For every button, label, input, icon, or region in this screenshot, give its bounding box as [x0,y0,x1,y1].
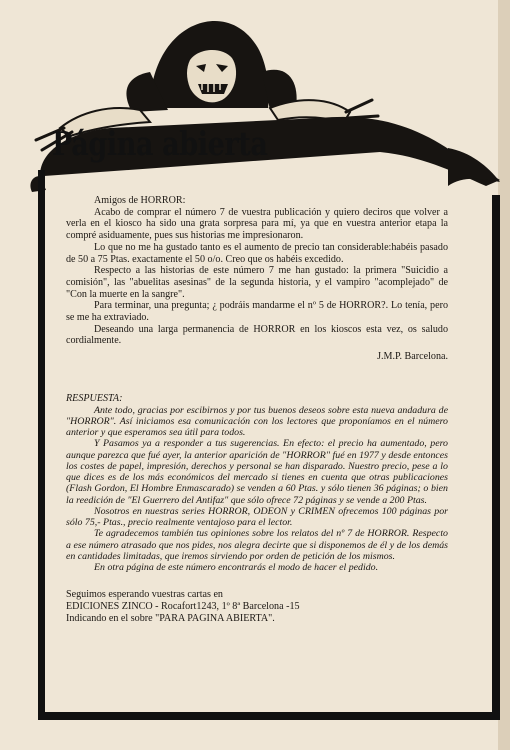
reply-paragraph: Nosotros en nuestras series HORROR, ODEON y CRIMEN ofrecemos 100 páginas por sólo 75,- Ptas., precio realmente ventajoso para el lector. [66,505,448,529]
letter-paragraph: Acabo de comprar el número 7 de vuestra publicación y quiero deciros que volver a verla en el kiosco ha sido una grata sorpresa para mí, ya que en vuestra anterior etapa la compré asiduamente, pues sus historias me impresionaron. [66,206,448,242]
footer-line: EDICIONES ZINCO - Rocafort1243, 1º 8ª Barcelona -15 [66,601,300,612]
frame-right [492,195,500,718]
footer-address [66,589,448,624]
reply-body [66,405,448,574]
reply-paragraph: Te agradecemos también tus opiniones sobre los relatos del nº 7 de HORROR. Respecto a ese número atrasado que nos pides, nos alegra decirte que si disponemos de él y de los demás en cantidades limitadas, que iremos sirviendo por orden de petición de los mismos. [66,528,448,562]
hooded-figure-illustration [0,0,510,210]
letter-greeting: Amigos de HORROR: [94,195,186,206]
letter-paragraph: Deseando una larga permanencia de HORROR en los kioscos esta vez, os saludo cordialmente. [66,323,448,347]
frame-bottom [38,712,500,720]
letter-content [66,195,448,624]
reply-label: RESPUESTA: [66,392,123,404]
reply-paragraph: Y Pasamos ya a responder a tus sugerencias. En efecto: el precio ha aumentado, pero aunque parezca que fué ayer, la anterior aparición de "HORROR" fué en 1977 y desde entonces los costes de papel, impresión, derechos y personal se han disparado. Nuestro precio, pese a lo que dices es de los más económicos del mercado si tienes en cuenta que otras publicaciones (Flash Gordon, El Hombre Enmascarado) se venden a 60 Ptas. y sólo tienen 36 páginas; o bien la reedición de "El Guerrero del Antifaz" que sólo ofrece 72 páginas y se vende a 200 Ptas. [66,438,448,506]
footer-line: Seguimos esperando vuestras cartas en [66,589,223,601]
letter-paragraph: Para terminar, una pregunta; ¿ podráis mandarme el nº 5 de HORROR?. Lo tenía, pero se me ha extraviado. [66,300,448,324]
page-title: Página abierta [52,124,268,163]
letter-paragraph: Respecto a las historias de este número 7 me han gustado: la primera "Suicidio a comisión", las "abuelitas asesinas" de la segunda historia, y el vampiro "acomplejado" de "Con la muerte en la sangre". [66,265,448,300]
reply-paragraph: En otra página de este número encontrarás el modo de hacer el pedido. [94,562,379,574]
frame-left [38,170,45,718]
footer-line: Indicando en el sobre "PARA PAGINA ABIERTA". [66,612,275,624]
letter-paragraph: Lo que no me ha gustado tanto es el aumento de precio tan considerable:habéis pasado de 50 a 75 Ptas. exactamente el 50 o/o. Creo que os habéis excedido. [66,241,448,265]
letter-signature: J.M.P. Barcelona. [377,351,448,363]
reply-paragraph: Ante todo, gracias por escibirnos y por tus buenos deseos sobre esta nueva andadura de "HORROR". Así iniciamos esa comunicación con los lectores que proponíamos en el número anterior y que esperamos sea útil para todos. [66,404,448,439]
